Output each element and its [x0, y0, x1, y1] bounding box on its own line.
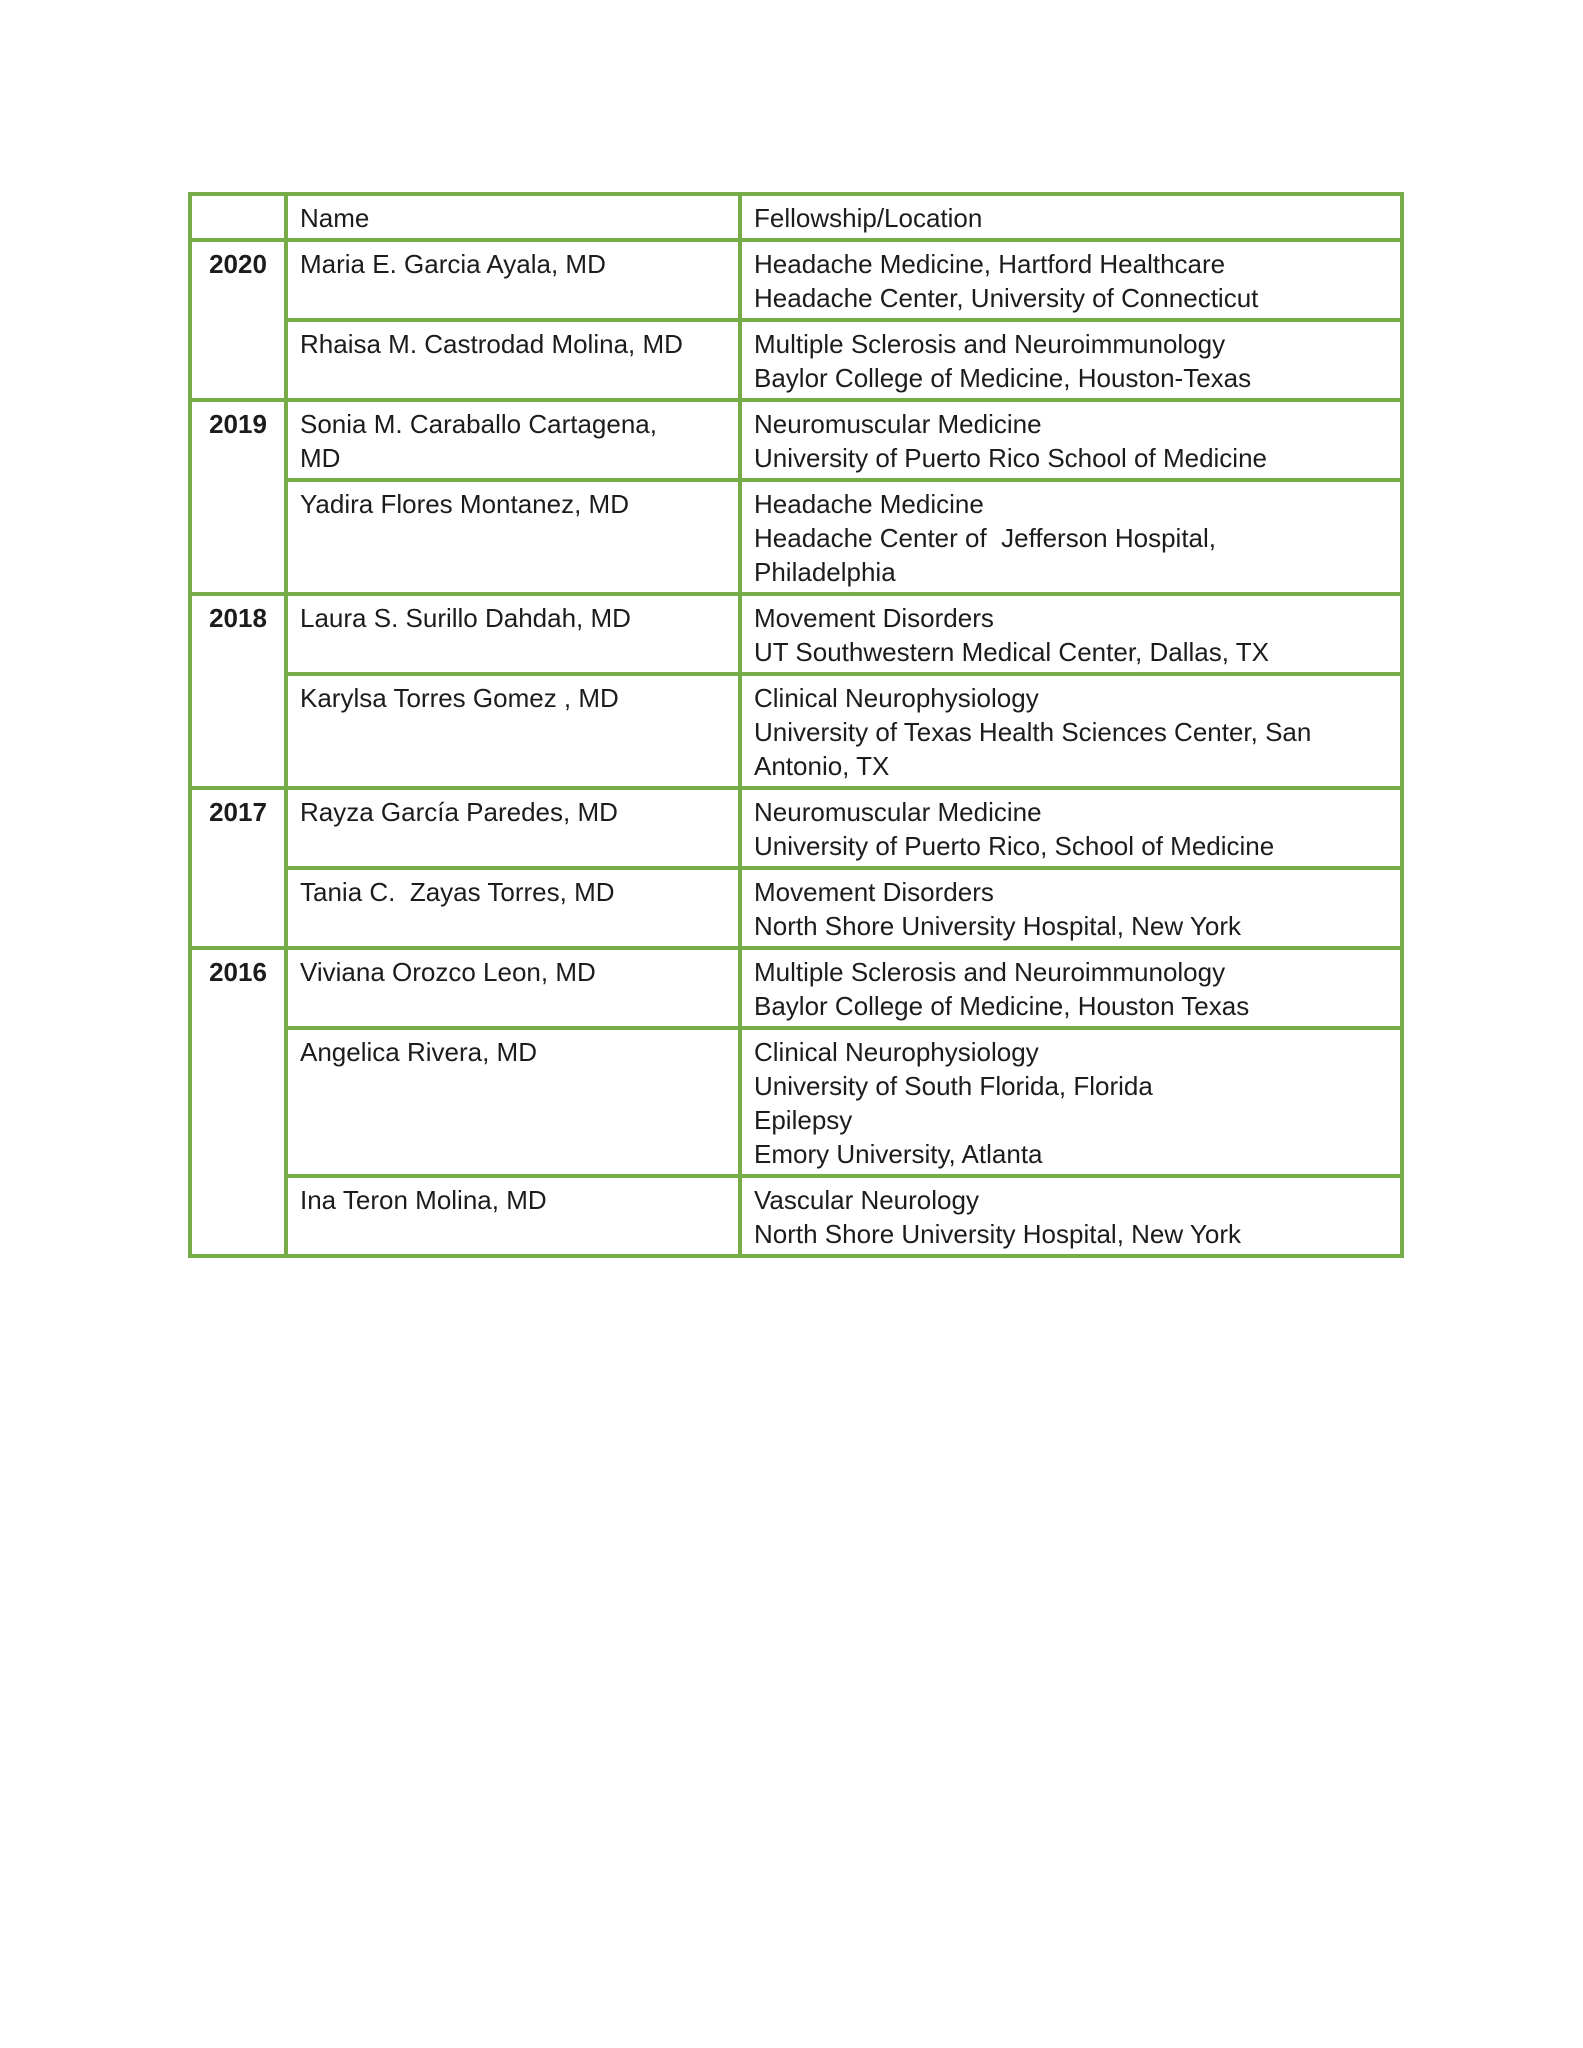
fellowship-cell: [740, 948, 1402, 1028]
name-line: Ina Teron Molina, MD: [300, 1185, 547, 1215]
name-cell: [286, 400, 740, 480]
fellowship-line: Multiple Sclerosis and Neuroimmunology: [754, 957, 1226, 987]
year-cell: 2020: [190, 240, 286, 400]
year-cell: 2019: [190, 400, 286, 594]
fellowship-cell: [740, 240, 1402, 320]
fellowship-line: Headache Medicine, Hartford Healthcare: [754, 249, 1226, 279]
fellowship-line: UT Southwestern Medical Center, Dallas, TX: [754, 637, 1269, 667]
fellowship-line: Movement Disorders: [754, 603, 994, 633]
table-row: [190, 788, 1402, 868]
name-line: Sonia M. Caraballo Cartagena,: [300, 409, 657, 439]
table-row: [190, 320, 1402, 400]
name-cell: [286, 868, 740, 948]
name-cell: [286, 1176, 740, 1256]
fellowship-line: Clinical Neurophysiology: [754, 1037, 1039, 1067]
table-row: [190, 594, 1402, 674]
fellowship-cell: [740, 594, 1402, 674]
fellowship-cell: [740, 1176, 1402, 1256]
table-row: [190, 400, 1402, 480]
fellowship-cell: [740, 868, 1402, 948]
fellowship-line: Headache Medicine: [754, 489, 984, 519]
table-row: [190, 240, 1402, 320]
header-name-cell: Name: [286, 194, 740, 240]
name-line: Viviana Orozco Leon, MD: [300, 957, 596, 987]
fellowship-line: Philadelphia: [754, 557, 896, 587]
header-fellowship-cell: Fellowship/Location: [740, 194, 1402, 240]
fellowship-line: Neuromuscular Medicine: [754, 409, 1042, 439]
fellowship-cell: [740, 674, 1402, 788]
name-cell: [286, 948, 740, 1028]
name-cell: [286, 240, 740, 320]
table-header-row: [190, 194, 1402, 240]
fellowship-cell: [740, 788, 1402, 868]
table-row: [190, 1028, 1402, 1176]
name-line: Angelica Rivera, MD: [300, 1037, 537, 1067]
fellowship-line: Antonio, TX: [754, 751, 890, 781]
name-cell: [286, 1028, 740, 1176]
fellowship-line: Vascular Neurology: [754, 1185, 979, 1215]
fellowship-cell: [740, 320, 1402, 400]
fellowship-line: Baylor College of Medicine, Houston-Texas: [754, 363, 1252, 393]
name-line: Tania C. Zayas Torres, MD: [300, 877, 615, 907]
table-row: [190, 868, 1402, 948]
name-cell: [286, 674, 740, 788]
name-cell: [286, 480, 740, 594]
fellowship-line: Movement Disorders: [754, 877, 994, 907]
header-year-cell: [190, 194, 286, 240]
fellowship-line: Baylor College of Medicine, Houston Texas: [754, 991, 1250, 1021]
fellowship-cell: [740, 480, 1402, 594]
year-cell: 2016: [190, 948, 286, 1256]
name-line: Karylsa Torres Gomez , MD: [300, 683, 619, 713]
fellowship-line: Emory University, Atlanta: [754, 1139, 1043, 1169]
fellowship-line: University of Texas Health Sciences Center, San: [754, 717, 1312, 747]
name-line: Rayza García Paredes, MD: [300, 797, 618, 827]
name-line: Maria E. Garcia Ayala, MD: [300, 249, 606, 279]
fellowship-line: Neuromuscular Medicine: [754, 797, 1042, 827]
table-row: [190, 480, 1402, 594]
fellowship-line: Headache Center, University of Connecticut: [754, 283, 1259, 313]
fellowship-line: North Shore University Hospital, New York: [754, 1219, 1241, 1249]
fellowship-line: Clinical Neurophysiology: [754, 683, 1039, 713]
table-row: [190, 674, 1402, 788]
fellowship-line: University of South Florida, Florida: [754, 1071, 1153, 1101]
name-line: MD: [300, 443, 341, 473]
name-cell: [286, 594, 740, 674]
fellows-table: [188, 192, 1404, 1258]
year-cell: 2018: [190, 594, 286, 788]
table-row: [190, 948, 1402, 1028]
name-cell: [286, 788, 740, 868]
fellowship-cell: [740, 400, 1402, 480]
name-line: Laura S. Surillo Dahdah, MD: [300, 603, 631, 633]
name-line: Rhaisa M. Castrodad Molina, MD: [300, 329, 683, 359]
year-cell: 2017: [190, 788, 286, 948]
fellowship-line: University of Puerto Rico School of Medicine: [754, 443, 1268, 473]
fellowship-line: Headache Center of Jefferson Hospital,: [754, 523, 1217, 553]
name-cell: [286, 320, 740, 400]
fellowship-line: North Shore University Hospital, New York: [754, 911, 1241, 941]
fellowship-line: University of Puerto Rico, School of Medicine: [754, 831, 1275, 861]
fellowship-line: Epilepsy: [754, 1105, 853, 1135]
fellowship-line: Multiple Sclerosis and Neuroimmunology: [754, 329, 1226, 359]
name-line: Yadira Flores Montanez, MD: [300, 489, 629, 519]
table-row: [190, 1176, 1402, 1256]
fellowship-cell: [740, 1028, 1402, 1176]
